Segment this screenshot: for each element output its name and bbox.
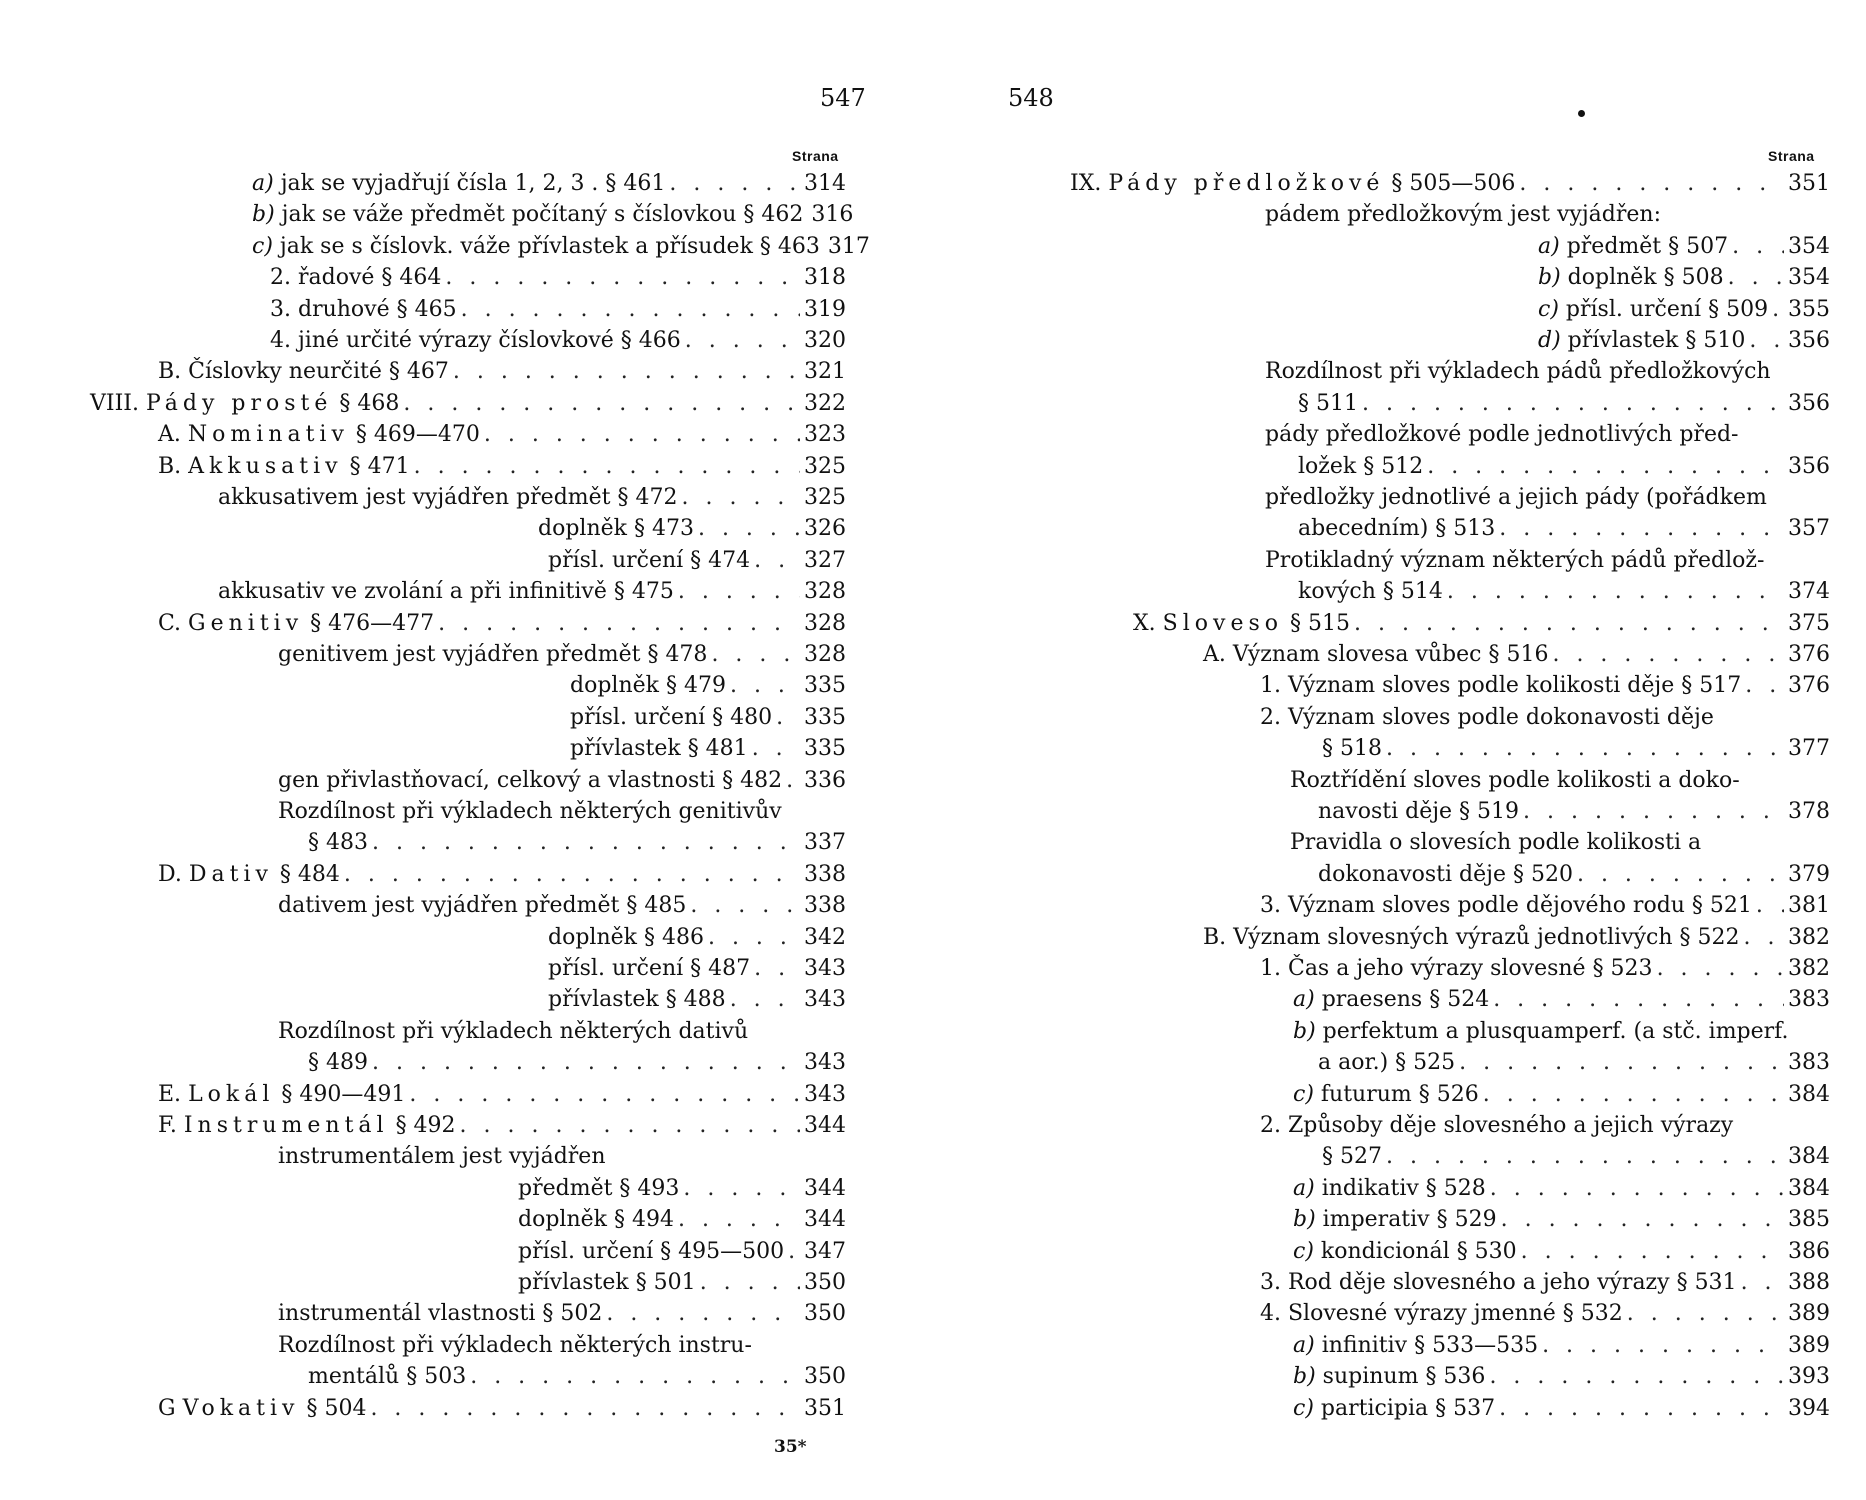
toc-entry — [1538, 231, 1830, 262]
entry-label: § 468 — [339, 390, 400, 416]
toc-entry — [1290, 827, 1701, 858]
entry-page-number: 338 — [804, 861, 846, 887]
entry-page-number: 350 — [804, 1301, 846, 1327]
entry-text — [1318, 1047, 1455, 1078]
entry-text — [1293, 1330, 1538, 1361]
toc-entry — [1260, 953, 1830, 984]
section-number: D. — [158, 861, 182, 887]
entry-page-number: 344 — [804, 1207, 846, 1233]
toc-entry — [1203, 639, 1830, 670]
entry-marker: c) — [252, 233, 273, 259]
section-number: E. — [158, 1081, 182, 1107]
entry-page-number: 343 — [804, 987, 846, 1013]
entry-page-number: 321 — [804, 359, 846, 385]
entry-text — [1260, 1110, 1733, 1141]
toc-entry — [1298, 451, 1830, 482]
entry-label: jak se váže předmět počítaný s číslovkou § 462 — [281, 202, 804, 228]
entry-text — [1260, 890, 1752, 921]
entry-label: B. Význam slovesných výrazů jednotlivých § 522 — [1203, 924, 1740, 950]
entry-label: ložek § 512 — [1298, 453, 1424, 479]
entry-text — [1133, 608, 1350, 639]
toc-entry — [1265, 482, 1767, 513]
dot-leader — [1627, 1298, 1784, 1329]
entry-label: předložky jednotlivé a jejich pády (pořádkem — [1265, 485, 1767, 510]
entry-page-number: 316 — [811, 202, 854, 228]
entry-label: § 504 — [306, 1395, 367, 1421]
entry-marker: d) — [1538, 328, 1561, 353]
entry-label: Rozdílnost při výkladech některých dativů — [278, 1018, 749, 1044]
section-title: Instrumentál — [183, 1113, 389, 1138]
entry-label: navosti děje § 519 — [1318, 799, 1520, 824]
toc-entry — [1293, 1361, 1830, 1392]
entry-label: § 515 — [1290, 610, 1350, 636]
entry-marker: a) — [252, 171, 274, 196]
entry-marker: b) — [1293, 1364, 1316, 1390]
entry-label: pády předložkové podle jednotlivých před- — [1265, 422, 1739, 448]
entry-text — [1298, 576, 1443, 607]
entry-marker: a) — [1538, 233, 1560, 259]
entry-text — [1293, 1393, 1495, 1424]
entry-page-number: 347 — [804, 1238, 846, 1264]
entry-label: akkusativem jest vyjádřen předmět § 472 — [218, 485, 678, 510]
entry-page-number: 386 — [1788, 1238, 1830, 1264]
entry-page-number: 376 — [1788, 673, 1830, 699]
entry-text — [1298, 451, 1423, 482]
entry-text — [1293, 984, 1489, 1015]
dot-leader — [1459, 1047, 1784, 1078]
entry-text — [1203, 639, 1548, 670]
entry-page-number: 384 — [1788, 1175, 1830, 1201]
right-strana-header: Strana — [1768, 148, 1815, 164]
toc-entry — [1318, 1047, 1830, 1078]
entry-page-number: 393 — [1788, 1364, 1830, 1390]
section-title: Genitiv — [188, 610, 304, 636]
entry-text — [1265, 419, 1738, 450]
entry-label: doplněk § 473 — [538, 516, 694, 542]
entry-page-number: 377 — [1788, 736, 1830, 762]
entry-label: doplněk § 494 — [518, 1207, 674, 1233]
toc-entry — [1293, 1079, 1830, 1110]
entry-marker: a) — [1293, 1332, 1315, 1358]
dot-leader — [1657, 953, 1784, 984]
entry-page-number: 354 — [1788, 265, 1830, 291]
toc-entry — [1322, 1141, 1830, 1172]
entry-label: 2. Způsoby děje slovesného a jejich výrazy — [1260, 1113, 1734, 1138]
entry-marker: c) — [1293, 1395, 1314, 1421]
entry-label: 2. řadové § 464 — [270, 265, 442, 291]
entry-label: Rozdílnost při výkladech pádů předložkových — [1265, 359, 1771, 385]
entry-label: § 489 — [308, 1050, 368, 1076]
entry-marker: b) — [1538, 265, 1561, 291]
entry-marker: c) — [1293, 1238, 1314, 1264]
dot-leader — [1577, 859, 1784, 890]
dot-leader — [1483, 1079, 1784, 1110]
dot-leader — [1772, 294, 1784, 325]
entry-page-number: 342 — [804, 924, 846, 950]
entry-page-number: 350 — [804, 1364, 846, 1390]
entry-label: Rozdílnost při výkladech některých genitivův — [278, 799, 782, 824]
section-title: Vokativ — [182, 1395, 300, 1421]
right-page-number: 548 — [1008, 84, 1054, 112]
dot-leader — [1542, 1330, 1784, 1361]
entry-page-number: 335 — [804, 736, 846, 762]
section-title: Pády předložkové — [1108, 171, 1385, 196]
toc-entry — [1260, 702, 1714, 733]
entry-label: přísl. určení § 474 — [548, 547, 751, 573]
entry-label: § 469—470 — [355, 422, 480, 448]
dot-leader — [1741, 1267, 1784, 1298]
section-number: B. — [158, 453, 182, 479]
entry-text — [1260, 1298, 1623, 1329]
entry-page-number: 356 — [1788, 390, 1830, 416]
dot-leader — [1728, 262, 1784, 293]
entry-page-number: 378 — [1788, 799, 1830, 824]
entry-label: jak se vyjadřují čísla 1, 2, 3 . § 461 — [280, 171, 666, 196]
entry-page-number: 328 — [804, 579, 846, 605]
entry-page-number: 354 — [1788, 233, 1830, 259]
signature-mark: 35* — [774, 1437, 807, 1457]
entry-page-number: 379 — [1788, 861, 1830, 887]
entry-text — [1265, 482, 1767, 513]
toc-entry — [1265, 545, 1764, 576]
entry-label: § 471 — [349, 453, 410, 479]
dot-leader — [1499, 513, 1784, 544]
toc-entry — [1318, 796, 1830, 827]
section-title: Sloveso — [1162, 610, 1283, 636]
toc-entry — [1293, 1016, 1789, 1047]
toc-entry — [1133, 608, 1830, 639]
entry-page-number: 317 — [827, 233, 870, 259]
entry-text — [1290, 827, 1701, 858]
entry-label: Pravidla o slovesích podle kolikosti a — [1290, 830, 1702, 856]
entry-label: 3. Význam sloves podle dějového rodu § 521 — [1260, 893, 1752, 919]
toc-entry — [1322, 733, 1830, 764]
toc-entry — [1293, 1204, 1830, 1235]
entry-label: § 476—477 — [310, 610, 435, 636]
entry-page-number: 335 — [804, 673, 846, 699]
entry-label: B. Číslovky neurčité § 467 — [158, 359, 449, 385]
entry-text — [1293, 1361, 1485, 1392]
toc-entry — [1265, 419, 1738, 450]
toc-entry — [1318, 859, 1830, 890]
entry-page-number: 343 — [804, 956, 846, 981]
toc-entry — [1260, 670, 1830, 701]
toc-entry — [1298, 513, 1830, 544]
entry-label: přívlastek § 510 — [1567, 328, 1746, 353]
toc-entry — [1290, 765, 1740, 796]
section-title: Nominativ — [187, 422, 349, 448]
ink-dot — [1578, 110, 1585, 117]
entry-marker: b) — [252, 202, 275, 228]
entry-text — [1298, 388, 1358, 419]
entry-label: kových § 514 — [1298, 579, 1443, 605]
entry-label: předmět § 507 — [1566, 233, 1729, 259]
entry-text — [1318, 796, 1519, 827]
entry-label: a aor.) § 525 — [1318, 1050, 1456, 1076]
toc-entry — [1260, 890, 1830, 921]
entry-label: jak se s číslovk. váže přívlastek a přísudek § 463 — [279, 233, 820, 259]
entry-page-number: 382 — [1788, 956, 1830, 981]
entry-label: § 483 — [308, 830, 368, 856]
entry-marker: b) — [1293, 1018, 1316, 1044]
section-title: Lokál — [188, 1081, 275, 1107]
dot-leader — [1749, 325, 1784, 356]
dot-leader — [1745, 670, 1784, 701]
entry-label: § 518 — [1322, 736, 1382, 762]
entry-text — [1322, 1141, 1382, 1172]
dot-leader — [1447, 576, 1784, 607]
entry-label: 4. Slovesné výrazy jmenné § 532 — [1260, 1301, 1623, 1327]
entry-text — [1538, 262, 1724, 293]
dot-leader — [1499, 1393, 1784, 1424]
entry-label: přísl. určení § 495—500 — [518, 1238, 785, 1264]
entry-page-number: 326 — [804, 516, 846, 542]
entry-page-number: 374 — [1788, 579, 1830, 605]
toc-entry — [1538, 294, 1830, 325]
entry-page-number: 389 — [1788, 1301, 1830, 1327]
section-title: Dativ — [188, 861, 273, 887]
toc-entry — [1293, 1393, 1830, 1424]
entry-page-number: 351 — [804, 1395, 846, 1421]
entry-page-number: 394 — [1788, 1395, 1830, 1421]
entry-page-number: 328 — [804, 642, 846, 667]
entry-label: 1. Čas a jeho výrazy slovesné § 523 — [1260, 956, 1653, 981]
entry-page-number: 357 — [1788, 516, 1830, 542]
entry-label: kondicionál § 530 — [1320, 1238, 1517, 1264]
entry-label: gen přivlastňovací, celkový a vlastnosti § 482 — [278, 767, 783, 793]
entry-label: imperativ § 529 — [1322, 1207, 1497, 1233]
dot-leader — [1501, 1204, 1784, 1235]
entry-label: Protikladný význam některých pádů předlož- — [1265, 547, 1765, 573]
entry-page-number: 356 — [1788, 453, 1830, 479]
entry-page-number: 344 — [804, 1175, 846, 1201]
entry-label: dativem jest vyjádřen předmět § 485 — [278, 893, 687, 919]
section-title: Akkusativ — [188, 453, 343, 479]
entry-text — [1293, 1204, 1497, 1235]
entry-label: přívlastek § 481 — [570, 736, 748, 762]
dot-leader — [1732, 231, 1784, 262]
entry-page-number: 376 — [1788, 642, 1830, 667]
entry-label: akkusativ ve zvolání a při infinitivě § 475 — [218, 579, 674, 605]
entry-page-number: 351 — [1788, 171, 1830, 196]
entry-text — [1538, 294, 1768, 325]
entry-page-number: 384 — [1788, 1144, 1830, 1170]
entry-marker: c) — [1293, 1081, 1314, 1107]
dot-leader — [1362, 388, 1784, 419]
entry-page-number: 318 — [804, 265, 846, 291]
entry-marker: a) — [1293, 1175, 1315, 1201]
toc-entry — [1298, 388, 1830, 419]
left-page-number: 547 — [820, 84, 866, 112]
entry-text — [1260, 702, 1714, 733]
entry-label: § 490—491 — [281, 1081, 406, 1107]
entry-page-number: 337 — [804, 830, 846, 856]
entry-label: 4. jiné určité výrazy číslovkové § 466 — [270, 328, 681, 353]
section-number: IX. — [1070, 171, 1102, 196]
entry-page-number: 343 — [804, 1081, 846, 1107]
entry-label: doplněk § 508 — [1567, 265, 1724, 291]
entry-text — [1538, 325, 1745, 356]
entry-label: přívlastek § 488 — [548, 987, 726, 1013]
entry-page-number: 389 — [1788, 1332, 1830, 1358]
entry-label: přísl. určení § 480 — [570, 704, 773, 730]
entry-text — [1260, 1267, 1737, 1298]
dot-leader — [1756, 890, 1784, 921]
entry-label: § 484 — [279, 861, 340, 887]
entry-text — [1293, 1016, 1789, 1047]
entry-text — [1265, 199, 1661, 230]
entry-text — [1293, 1173, 1486, 1204]
entry-page-number: 388 — [1788, 1270, 1830, 1295]
entry-label: 1. Význam sloves podle kolikosti děje § 517 — [1260, 673, 1742, 699]
entry-label: přívlastek § 501 — [518, 1270, 696, 1295]
entry-label: abecedním) § 513 — [1298, 516, 1496, 542]
section-number: F. — [158, 1113, 177, 1138]
section-number: C. — [158, 610, 182, 636]
entry-label: indikativ § 528 — [1321, 1175, 1486, 1201]
entry-page-number: 343 — [804, 1050, 846, 1076]
entry-page-number: 385 — [1788, 1207, 1830, 1233]
entry-label: instrumentál vlastnosti § 502 — [278, 1301, 603, 1327]
entry-text — [1203, 922, 1740, 953]
entry-label: doplněk § 479 — [570, 673, 726, 699]
entry-page-number: 320 — [804, 328, 846, 353]
entry-label: přísl. určení § 487 — [548, 956, 751, 981]
section-number: X. — [1133, 610, 1156, 636]
entry-label: infinitiv § 533—535 — [1321, 1332, 1539, 1358]
toc-entry — [1293, 1236, 1830, 1267]
section-number: A. — [158, 422, 181, 448]
entry-page-number: 382 — [1788, 924, 1830, 950]
dot-leader — [1386, 733, 1784, 764]
entry-text — [1298, 513, 1495, 544]
entry-page-number: 336 — [804, 767, 846, 793]
toc-entry — [1265, 356, 1771, 387]
entry-text — [1538, 231, 1728, 262]
toc-entry — [1293, 1330, 1830, 1361]
entry-page-number: 323 — [804, 422, 846, 448]
entry-text — [1322, 733, 1382, 764]
entry-text — [1318, 859, 1573, 890]
entry-page-number: 327 — [804, 547, 846, 573]
dot-leader — [1427, 451, 1784, 482]
entry-marker: c) — [1538, 296, 1559, 322]
entry-page-number: 338 — [804, 893, 846, 919]
entry-label: pádem předložkovým jest vyjádřen: — [1265, 202, 1661, 228]
entry-page-number: 314 — [804, 171, 846, 196]
entry-page-number: 325 — [804, 485, 846, 510]
entry-label: A. Význam slovesa vůbec § 516 — [1203, 642, 1549, 667]
entry-label: 2. Význam sloves podle dokonavosti děje — [1260, 704, 1714, 730]
entry-label: dokonavosti děje § 520 — [1318, 861, 1573, 887]
entry-label: supinum § 536 — [1322, 1364, 1486, 1390]
entry-page-number: 319 — [804, 296, 846, 322]
dot-leader — [1552, 639, 1784, 670]
entry-page-number: 322 — [804, 390, 846, 416]
section-number: G — [158, 1395, 176, 1421]
entry-label: § 511 — [1298, 390, 1358, 416]
entry-page-number: 355 — [1788, 296, 1830, 322]
entry-label: § 492 — [395, 1113, 456, 1138]
entry-label: přísl. určení § 509 — [1565, 296, 1769, 322]
entry-label: futurum § 526 — [1320, 1081, 1479, 1107]
entry-label: doplněk § 486 — [548, 924, 704, 950]
entry-label: § 505—506 — [1391, 171, 1516, 196]
entry-label: instrumentálem jest vyjádřen — [278, 1144, 606, 1170]
entry-page-number: 335 — [804, 704, 846, 730]
toc-entry — [1070, 168, 1830, 199]
entry-label: předmět § 493 — [518, 1175, 680, 1201]
entry-text — [1265, 356, 1771, 387]
entry-page-number: 383 — [1788, 1050, 1830, 1076]
toc-entry — [1265, 199, 1661, 230]
entry-text — [1293, 1079, 1479, 1110]
entry-page-number: 356 — [1788, 328, 1830, 353]
dot-leader — [1489, 1361, 1784, 1392]
entry-text — [1260, 953, 1653, 984]
dot-leader — [1744, 922, 1784, 953]
entry-text — [1265, 545, 1764, 576]
toc-entry — [1298, 576, 1830, 607]
entry-marker: b) — [1293, 1207, 1316, 1233]
entry-text — [1290, 765, 1740, 796]
entry-page-number: 384 — [1788, 1081, 1830, 1107]
entry-text — [1070, 168, 1515, 199]
dot-leader — [1493, 984, 1784, 1015]
entry-marker: a) — [1293, 987, 1315, 1013]
entry-label: § 527 — [1322, 1144, 1382, 1170]
section-number: VIII. — [90, 390, 139, 416]
toc-entry — [1293, 984, 1830, 1015]
dot-leader — [1521, 1236, 1784, 1267]
entry-label: 3. druhové § 465 — [270, 296, 457, 322]
entry-text — [1260, 670, 1741, 701]
entry-label: mentálů § 503 — [308, 1364, 467, 1390]
entry-label: Roztřídění sloves podle kolikosti a doko- — [1290, 767, 1740, 793]
left-strana-header: Strana — [792, 148, 839, 164]
toc-entry — [1260, 1267, 1830, 1298]
entry-label: praesens § 524 — [1321, 987, 1490, 1013]
entry-label: genitivem jest vyjádřen předmět § 478 — [278, 642, 708, 667]
toc-entry — [1538, 262, 1830, 293]
toc-entry — [1260, 1298, 1830, 1329]
dot-leader — [1490, 1173, 1784, 1204]
section-title: Pády prosté — [145, 390, 333, 416]
dot-leader — [1386, 1141, 1784, 1172]
toc-entry — [1203, 922, 1830, 953]
entry-label: Rozdílnost při výkladech některých instru- — [278, 1332, 752, 1358]
entry-page-number: 350 — [804, 1270, 846, 1295]
right-toc — [0, 168, 1866, 1438]
toc-entry — [1293, 1173, 1830, 1204]
entry-label: perfektum a plusquamperf. (a stč. imperf. — [1322, 1018, 1789, 1044]
dot-leader — [1354, 608, 1784, 639]
entry-page-number: 325 — [804, 453, 846, 479]
toc-entry — [1260, 1110, 1733, 1141]
entry-text — [1293, 1236, 1517, 1267]
toc-entry — [1538, 325, 1830, 356]
dot-leader — [1519, 168, 1784, 199]
entry-page-number: 381 — [1788, 893, 1830, 919]
entry-page-number: 383 — [1788, 987, 1830, 1013]
entry-label: 3. Rod děje slovesného a jeho výrazy § 531 — [1260, 1270, 1737, 1295]
entry-page-number: 375 — [1788, 610, 1830, 636]
dot-leader — [1523, 796, 1784, 827]
entry-page-number: 344 — [804, 1113, 846, 1138]
entry-page-number: 328 — [804, 610, 846, 636]
entry-label: participia § 537 — [1320, 1395, 1496, 1421]
